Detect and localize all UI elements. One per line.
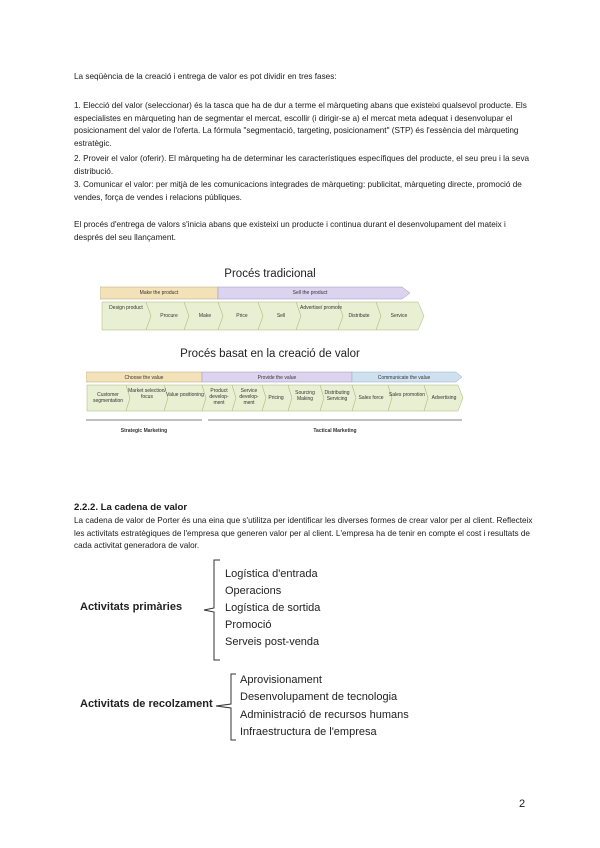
support-brace (214, 672, 242, 744)
step-label: Market selection/ focus (128, 388, 166, 400)
step-label: Customer segmentation (92, 392, 124, 404)
choose-phase-label: Choose the value (124, 375, 164, 381)
phase-1-text: 1. Elecció del valor (seleccionar) és la tasca que ha de dur a terme el màrqueting abans que existeixi qualsevol producte. Els especialistes en màrqueting han de segmentar el mercat, escollir (i dirigir-se a) el mercat meta adequat i desenvolupar el posicionament del valor de l'oferta. La fórmula "segmentació, targeting, posicionament" (STP) és l'essència del màrqueting estratègic. (74, 101, 527, 148)
primary-activities-label: Activitats primàries (80, 601, 183, 613)
step-label: Sell (276, 313, 286, 319)
step-label: Make (198, 313, 212, 319)
step-label: Product develop-ment (209, 388, 229, 406)
provide-phase-label: Provide the value (257, 375, 297, 381)
section-heading: 2.2.2. La cadena de valor (74, 502, 188, 513)
tactical-marketing-label: Tactical Marketing (313, 428, 357, 434)
step-label: Advertising (431, 395, 457, 401)
step-label: Design product (109, 305, 143, 311)
step-label: Distribute (348, 313, 370, 319)
step-label: Sales force (358, 395, 384, 401)
step-label: Service develop-ment (239, 388, 259, 406)
support-item: Administració de recursos humans (240, 709, 409, 721)
section-text: La cadena de valor de Porter és una eina que s'utilitza per identificar les diverses formes de crear valor per al client. Reflecteix les activitats estratègiques de l'empresa que generen valor per al client. L'empresa ha de tenir en compte el cost i resultats de cada activitat generadora de valor. (74, 516, 533, 551)
step-label: Distributing Servicing (324, 390, 350, 402)
step-label: Advertise/ promote (300, 305, 342, 311)
step-label: Value positioning (166, 392, 204, 398)
step-label: Service (390, 313, 408, 319)
traditional-process-title: Procés tradicional (224, 268, 316, 280)
step-label: Pricing (268, 395, 284, 401)
support-item: Infraestructura de l'empresa (240, 726, 377, 738)
phase-3-text: 3. Comunicar el valor: per mitjà de les comunicacions integrades de màrqueting: publicitat, màrqueting directe, promoció de vendes, força de vendes i relacions públiques. (74, 180, 522, 202)
page-number: 2 (519, 798, 526, 810)
step-label: Price (236, 313, 248, 319)
primary-item: Logística de sortida (225, 602, 321, 614)
primary-item: Operacions (225, 585, 282, 597)
support-item: Desenvolupament de tecnologia (240, 691, 398, 703)
step-label: Sales promotion (388, 392, 426, 398)
step-label: Procure (160, 313, 178, 319)
strategic-marketing-label: Strategic Marketing (120, 428, 168, 434)
support-item: Aprovisionament (240, 674, 322, 686)
communicate-phase-label: Communicate the value (377, 375, 431, 381)
sell-phase-label: Sell the product (292, 290, 328, 296)
step-label: Sourcing Making (295, 390, 315, 402)
primary-item: Promoció (225, 619, 272, 631)
value-process-title: Procés basat en la creació de valor (180, 348, 360, 360)
phase-2-text: 2. Proveir el valor (oferir). El màrqueting ha de determinar les característiques específiques del producte, el seu preu i la seva distribució. (74, 154, 530, 176)
process-text: El procés d'entrega de valors s'inicia abans que existeixi un producte i continua durant el desenvolupament del mateix i després del seu llançament. (74, 220, 506, 242)
make-phase-label: Make the product (139, 290, 179, 296)
primary-item: Serveis post-venda (225, 636, 320, 648)
intro-text: La seqüència de la creació i entrega de valor es pot dividir en tres fases: (74, 72, 337, 81)
primary-item: Logística d'entrada (225, 568, 318, 580)
primary-brace (198, 558, 228, 664)
support-activities-label: Activitats de recolzament (80, 698, 213, 710)
